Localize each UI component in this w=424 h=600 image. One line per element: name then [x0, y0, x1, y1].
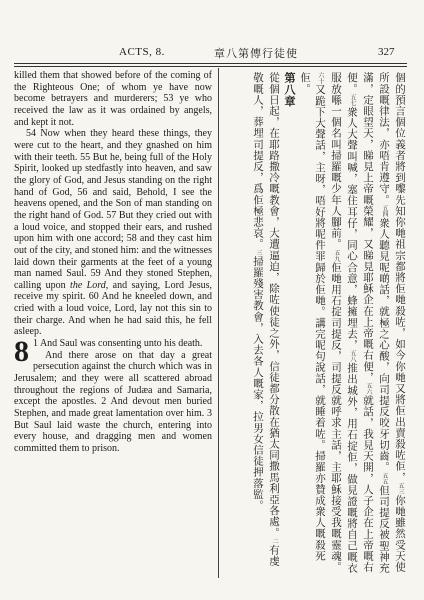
english-paragraph: And there arose on that day a great persecution against the church which was in Jerusalem; and they were all scattered abroad throughout the regions of Judæa and Samaria, except the apostles. 2 And devout men buried Stephen, and made great lamentation over him. 3 But Saul laid waste the church, entering into every house, and dragging men and women committed them to prison. [14, 349, 212, 454]
english-italic-text: the Lord [70, 279, 106, 291]
verse-number: 二 [271, 538, 278, 545]
chinese-text: 佢哋用石掟司提反，司提反就呼求主話，主耶穌接受我嘅靈魂。 [330, 261, 342, 573]
english-text: , and saying, Lord Jesus, receive my spirit. 60 And he kneeled down, and cried with a loud voice, Lord, lay not this sin to their charge. And when he had said this, he fell asleep. [14, 279, 212, 338]
verse-number: 三 [255, 249, 262, 256]
english-paragraph: killed them that showed before of the coming of the Righteous One; of whom ye have now become betrayers and murderers; 53 ye who received the law as it was ordained by angels, and kept it not. [14, 70, 212, 128]
english-paragraph [14, 335, 212, 369]
column-divider [218, 68, 219, 578]
header-book-chapter: ACTS, 8. [119, 46, 165, 58]
verse-number: 五七 [349, 94, 356, 107]
chinese-text: 個的預言個位義者將到嚟先知你哋祖宗都將佢哋殺咗，如今你哋又將佢出賣殺咗佢， [394, 72, 406, 483]
chinese-text: 但司提反被聖神充滿，定眼望天，睇見上帝嘅榮耀，又睇見耶穌企在上帝嘅右便， [362, 72, 390, 574]
verse-number: 五三 [397, 482, 404, 495]
page-number: 327 [378, 46, 395, 58]
chinese-text-line [297, 72, 408, 577]
verse-number: 五五 [381, 472, 388, 485]
chinese-column [226, 72, 408, 577]
chinese-text: 就話，我見天開，人子企在上帝嘅右便。 [346, 72, 374, 573]
chinese-text: 衆人大聲叫喊，塞住耳仔，同心合意，蜂擁埋去， [346, 106, 358, 351]
header-rule-bottom [14, 66, 407, 67]
verse-number: 六十 [317, 72, 324, 84]
chinese-text: 你哋雖然受天使所設嘅律法，亦唔肯遵守。 [378, 72, 406, 573]
verse-number: 五九 [333, 249, 340, 262]
verse-number: 五八 [349, 350, 356, 363]
chinese-text-line [250, 72, 282, 577]
verse-number: 五四 [381, 205, 388, 218]
chapter-drop-cap: 8 [14, 335, 29, 369]
header-chinese-title: 章八第傳行徒使 [214, 47, 298, 60]
chinese-text: 掃羅殘害教會，入去各人嘅家，拉男女信徒押落監。 [252, 255, 264, 511]
header-rule-top [14, 63, 407, 64]
english-column [14, 70, 212, 575]
chinese-text: 推出城外，用石掟佢，做見證嘅將自己嘅衣服放喺一個名叫掃羅嘅少年人腳前。 [330, 72, 358, 574]
running-header [14, 44, 407, 62]
chinese-text: 衆人聽見呢啲話，就極之心酸，向司提反咬牙切齒。 [378, 217, 390, 473]
chinese-text: 從個日起，在耶路撒冷嘅教會，大遭逼迫，除咗使徒之外，信徒都分散在猶太同撒馬利亞各處。 [268, 72, 280, 539]
chinese-text: 又跪下大聲話，主呀，唔好將呢件罪歸於佢哋。講完呢句說話，就睡着咗。掃羅亦贊成衆人嘅殺死佢。 [299, 72, 326, 562]
english-text: 1 And Saul was consenting unto his death. [33, 338, 203, 350]
verse-number: 五六 [365, 382, 372, 395]
english-text: 54 Now when they heard these things, they were cut to the heart, and they gnashed on him with their teeth. 55 But he, being full of the Holy Spirit, looked up stedfastly into heaven, and saw the glory of God, and Jesus standing on the right hand of God, 56 and said, Behold, I see the heavens opened, and the Son of man standing on the right hand of God. 57 But they cried out with a loud voice, and stopped their ears, and rushed upon him with one accord; 58 and they cast him out of the city, and stoned him: and the witnesses laid down their garments at the feet of a young man named Saul. 59 And they stoned Stephen, calling upon [14, 128, 212, 291]
english-paragraph [14, 128, 212, 338]
chinese-text: 有虔敬嘅人，葬埋司提反，爲佢極悲哀。 [252, 72, 280, 567]
chapter-heading: 第八章 [283, 72, 296, 107]
